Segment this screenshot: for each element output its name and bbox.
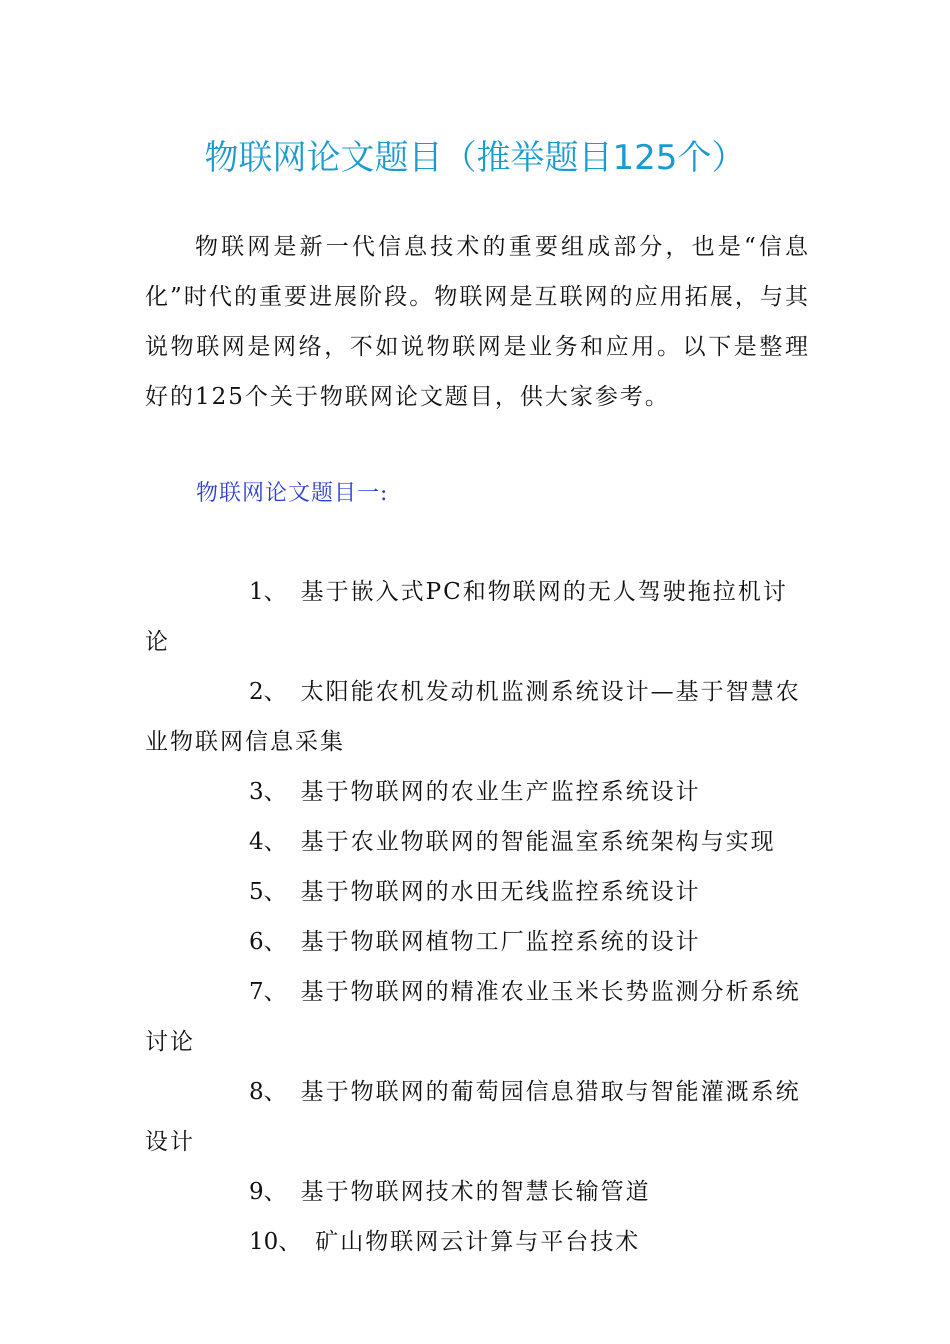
list-item bbox=[145, 1217, 810, 1267]
list-item bbox=[145, 867, 810, 917]
list-item bbox=[145, 817, 810, 867]
section-heading: 物联网论文题目一: bbox=[196, 481, 389, 506]
topic-list bbox=[145, 567, 810, 1267]
list-item-number: 2、 bbox=[249, 679, 287, 705]
list-item-number: 4、 bbox=[249, 829, 287, 855]
list-item-text: 基于嵌入式PC和物联网的无人驾驶拖拉机讨论 bbox=[145, 579, 788, 655]
list-item-number: 5、 bbox=[249, 879, 287, 905]
list-item-number: 9、 bbox=[249, 1179, 287, 1205]
document-title: 物联网论文题目（推举题目125个） bbox=[204, 138, 746, 178]
list-item bbox=[145, 1067, 810, 1167]
list-item-text: 基于物联网植物工厂监控系统的设计 bbox=[300, 929, 701, 955]
list-item bbox=[145, 917, 810, 967]
list-item-number: 8、 bbox=[249, 1079, 287, 1105]
list-item-text: 基于物联网的精准农业玉米长势监测分析系统讨论 bbox=[145, 979, 801, 1055]
list-item-text: 基于农业物联网的智能温室系统架构与实现 bbox=[300, 829, 776, 855]
list-item bbox=[145, 667, 810, 767]
list-item-number: 7、 bbox=[249, 979, 287, 1005]
list-item-number: 6、 bbox=[249, 929, 287, 955]
list-item-number: 10、 bbox=[249, 1229, 302, 1255]
list-item bbox=[145, 767, 810, 817]
list-item bbox=[145, 967, 810, 1067]
list-item-text: 矿山物联网云计算与平台技术 bbox=[315, 1229, 641, 1255]
intro-paragraph: 物联网是新一代信息技术的重要组成部分，也是“信息化”时代的重要进展阶段。物联网是互联网的应用拓展，与其说物联网是网络，不如说物联网是业务和应用。以下是整理好的125个关于物联网论文题目，供大家参考。 bbox=[145, 234, 810, 410]
list-item-text: 基于物联网的农业生产监控系统设计 bbox=[300, 779, 701, 805]
list-item-text: 基于物联网技术的智慧长输管道 bbox=[300, 1179, 651, 1205]
list-item bbox=[145, 567, 810, 667]
list-item-number: 3、 bbox=[249, 779, 287, 805]
list-item-text: 基于物联网的水田无线监控系统设计 bbox=[300, 879, 701, 905]
list-item-number: 1、 bbox=[249, 579, 287, 605]
list-item-text: 太阳能农机发动机监测系统设计—基于智慧农业物联网信息采集 bbox=[145, 679, 801, 755]
list-item-text: 基于物联网的葡萄园信息猎取与智能灌溉系统设计 bbox=[145, 1079, 801, 1155]
list-item bbox=[145, 1167, 810, 1217]
